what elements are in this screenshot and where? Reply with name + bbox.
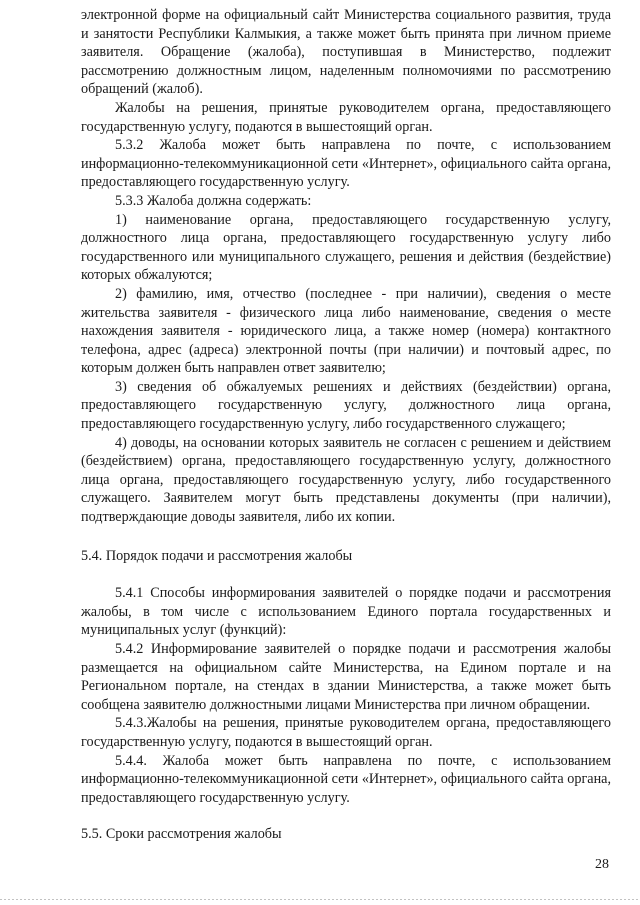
paragraph: 5.3.2 Жалоба может быть направлена по почте, с использованием информационно-телекоммуникационной сети «Интернет», официального сайта органа, предоставляющего государственную услугу.	[81, 137, 611, 191]
paragraph: 5.4.4. Жалоба может быть направлена по почте, с использованием информационно-телекоммуникационной сети «Интернет», официального сайта органа, предоставляющего государственную услугу.	[81, 752, 611, 806]
section-heading-5-5: 5.5. Сроки рассмотрения жалобы	[81, 826, 282, 843]
paragraph: Жалобы на решения, принятые руководителем органа, предоставляющего государственную услугу, подаются в вышестоящий орган.	[81, 99, 611, 135]
paragraph: 1) наименование органа, предоставляющего государственную услугу, должностного лица органа, предоставляющего государственную услугу либо государственного или муниципального служащего, решения и действия (бездействие) которых обжалуются;	[81, 211, 611, 284]
paragraph: 5.4.3.Жалобы на решения, принятые руководителем органа, предоставляющего государственную услугу, подаются в вышестоящий орган.	[81, 715, 611, 750]
scan-edge-line	[0, 899, 640, 900]
paragraph: 4) доводы, на основании которых заявитель не согласен с решением и действием (бездействием) органа, предоставляющего государственную услугу, должностного лица органа, предоставляющего государственную услугу, либо государственного служащего. Заявителем могут быть представлены документы (при наличии), подтверждающие доводы заявителя, либо их копии.	[81, 434, 611, 526]
paragraph: электронной форме на официальный сайт Министерства социального развития, труда и занятости Республики Калмыкия, а также может быть принята при личном приеме заявителя. Обращение (жалоба), поступившая в Министерство, подлежит рассмотрению должностным лицом, наделенным полномочиями по рассмотрению обращений (жалоб).	[81, 7, 611, 98]
paragraph: 3) сведения об обжалуемых решениях и действиях (бездействии) органа, предоставляющего государственную услугу, должностного лица органа, предоставляющего государственную услугу, либо государственного служащего;	[81, 378, 611, 433]
paragraph: 5.4.2 Информирование заявителей о порядке подачи и рассмотрения жалобы размещается на официальном сайте Министерства, на Едином портале и на Региональном портале, на стендах в здании Министерства, а также может быть сообщена заявителю должностными лицами Министерства при личном обращении.	[81, 641, 611, 713]
section-5-4-text	[81, 584, 611, 807]
section-5-3-text	[81, 6, 611, 527]
document-page	[81, 6, 611, 844]
paragraph: 5.4.1 Способы информирования заявителей о порядке подачи и рассмотрения жалобы, в том числе с использованием Единого портала государственных и муниципальных услуг (функций):	[81, 585, 611, 639]
section-heading-5-4: 5.4. Порядок подачи и рассмотрения жалобы	[81, 547, 353, 564]
page-number: 28	[595, 857, 609, 872]
paragraph: 2) фамилию, имя, отчество (последнее - при наличии), сведения о месте жительства заявителя - физического лица либо наименование, сведения о месте нахождения заявителя - юридического лица, а также номер (номера) контактного телефона, адрес (адреса) электронной почты (при наличии) и почтовый адрес, по которым должен быть направлен ответ заявителю;	[81, 285, 611, 377]
paragraph: 5.3.3 Жалоба должна содержать:	[115, 192, 312, 209]
